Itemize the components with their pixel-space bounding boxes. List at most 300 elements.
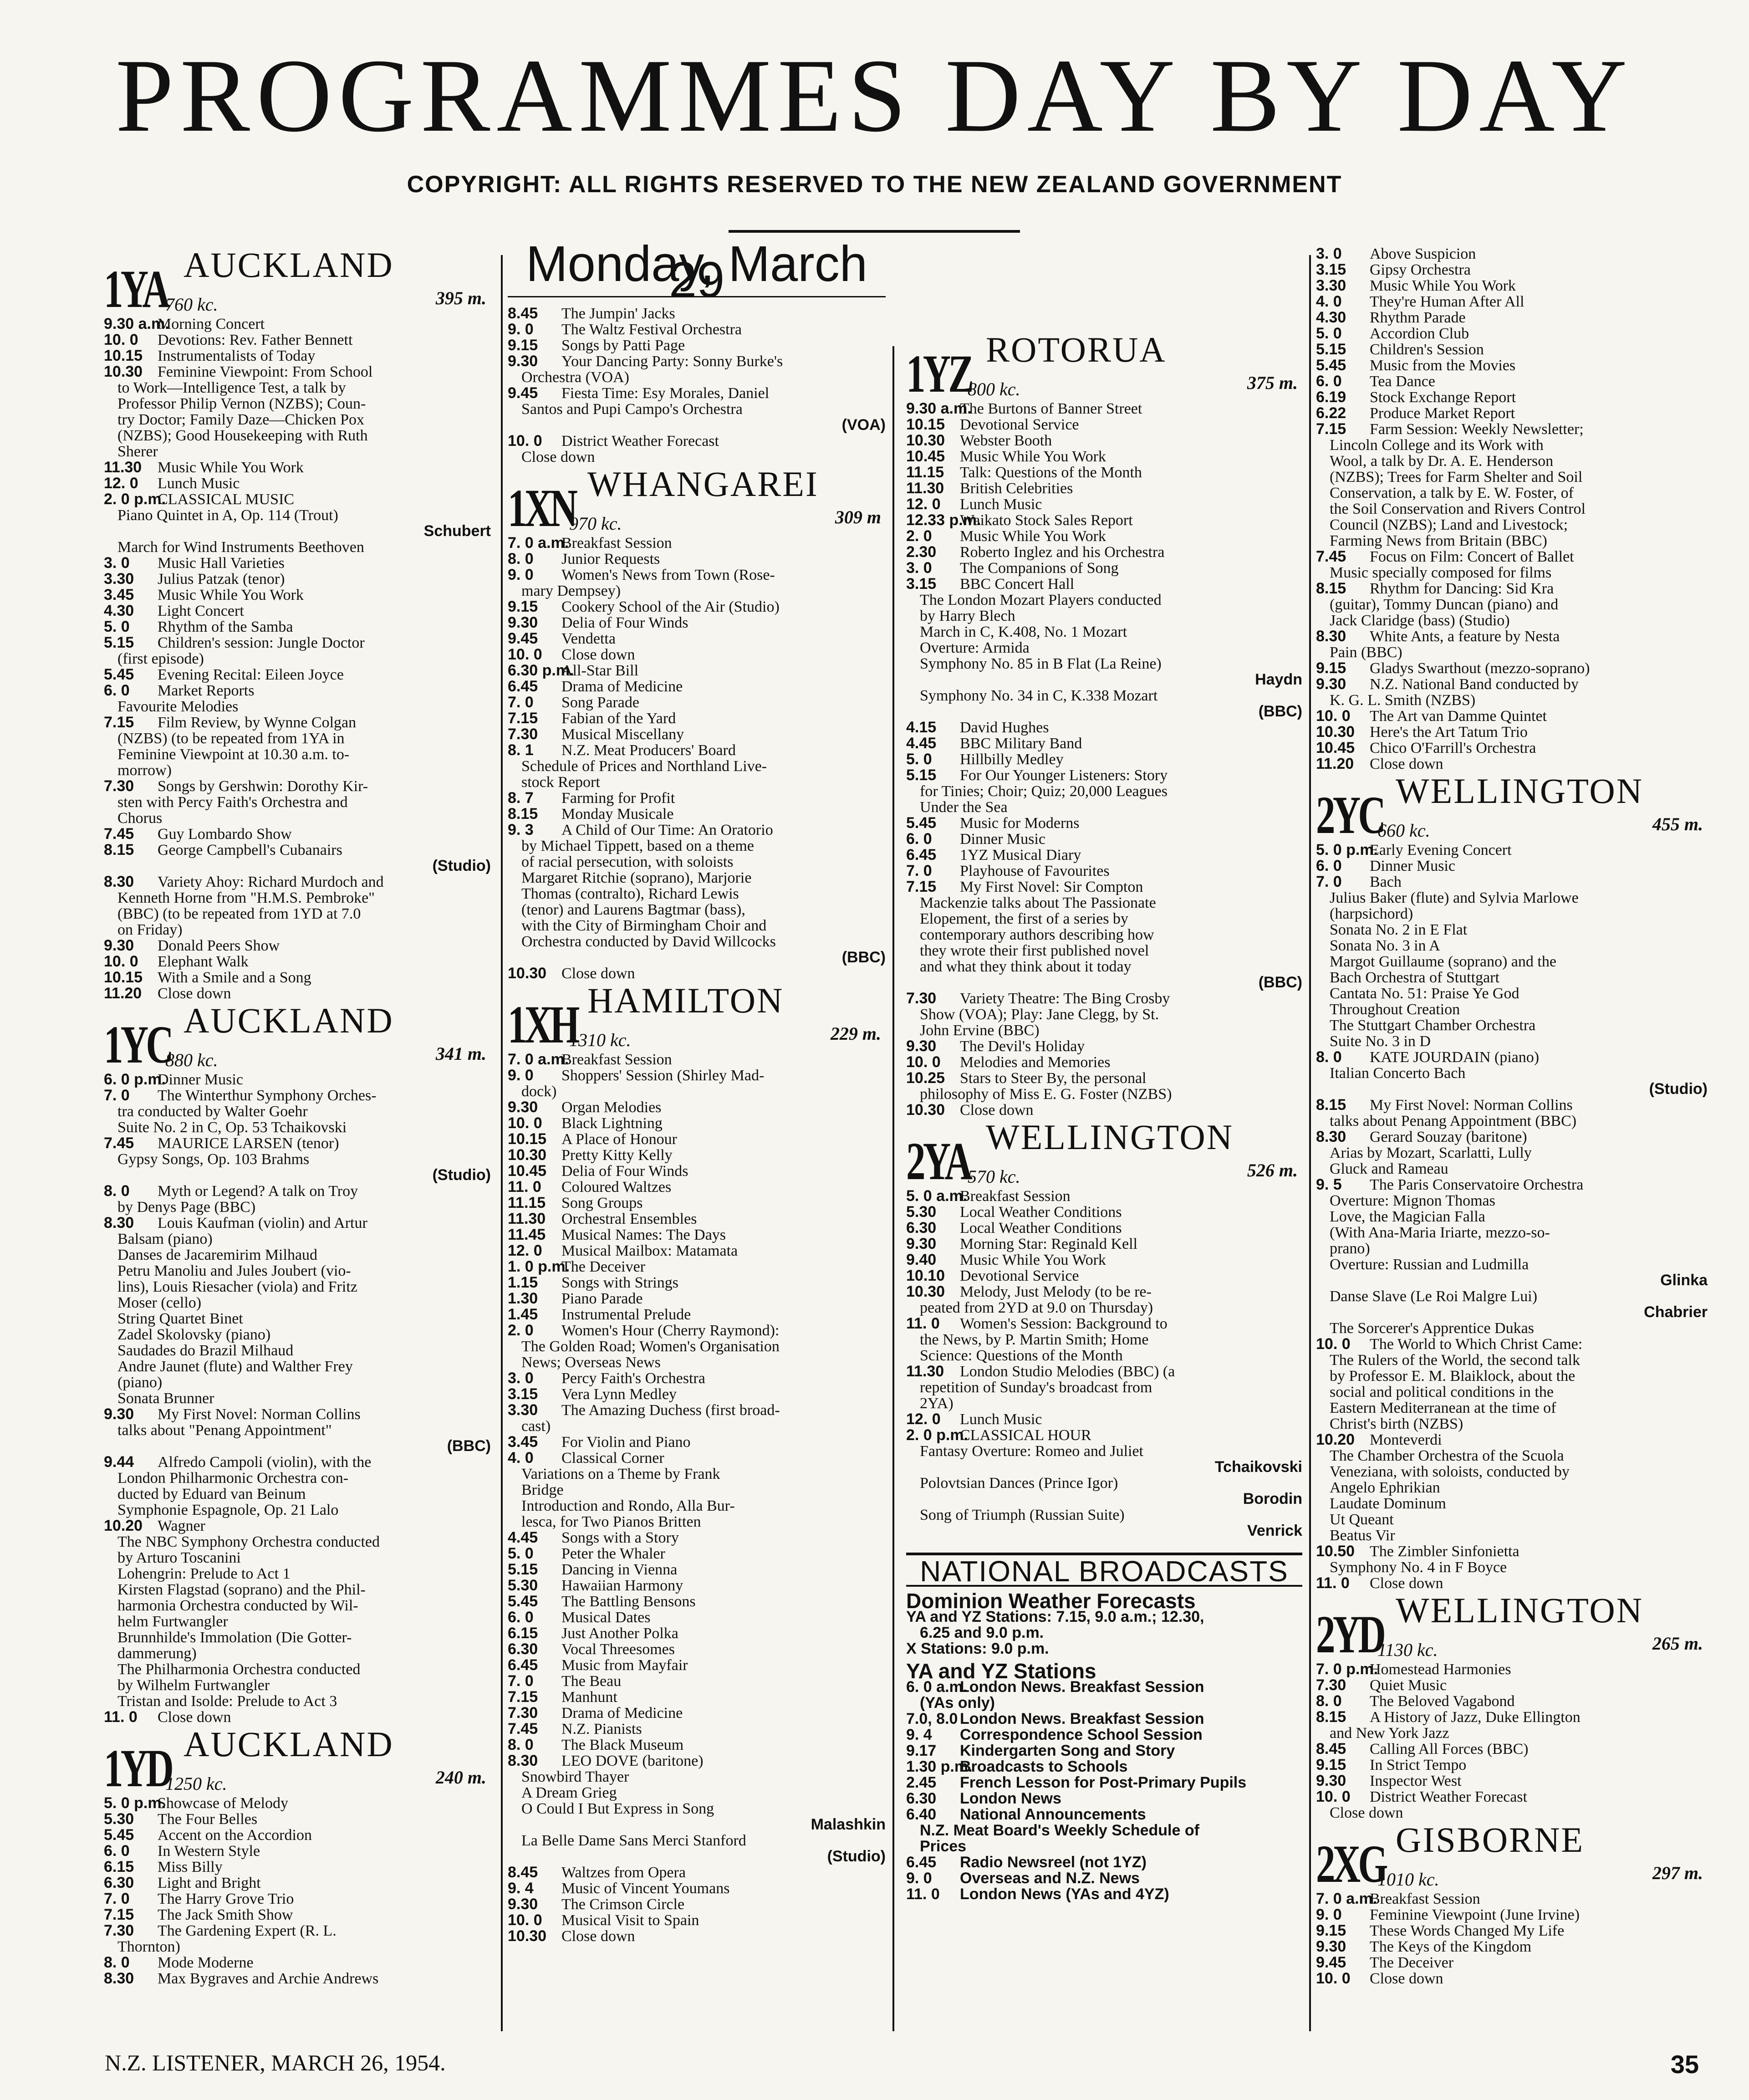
programme-title: Music from the Movies <box>1370 358 1516 373</box>
programme-title: Morning Star: Reginald Kell <box>960 1236 1138 1252</box>
programme-title: The Four Belles <box>158 1811 258 1827</box>
programme-time: 6.45 <box>508 679 538 695</box>
programme-title: Song Groups <box>561 1195 643 1211</box>
programme-detail: Sonata No. 3 in A <box>1330 938 1440 954</box>
station-wavelength: 229 m. <box>830 1023 881 1044</box>
programme-entry <box>1316 676 1708 692</box>
station-callsign: 2YA <box>906 1131 970 1191</box>
programme-time: 1.30 p.m. <box>906 1759 973 1775</box>
programme-title: Fabian of the Yard <box>561 710 676 726</box>
programme-title: Music While You Work <box>1370 278 1516 294</box>
programme-detail: Thornton) <box>117 1939 180 1955</box>
programme-time: 10. 0 <box>1316 1336 1351 1352</box>
programme-detail: Bach Orchestra of Stuttgart <box>1330 970 1499 986</box>
programme-entry <box>906 1743 1302 1759</box>
programme-list <box>906 401 1302 1118</box>
programme-time: 11.30 <box>906 1364 944 1380</box>
programme-time: 11. 0 <box>508 1179 541 1195</box>
programme-entry <box>1316 278 1708 294</box>
programme-time: 7. 0 <box>906 863 932 879</box>
programme-time: 6. 0 <box>1316 373 1342 389</box>
programme-time: 10.30 <box>508 966 547 981</box>
station-wavelength: 309 m <box>835 507 881 527</box>
programme-title: Women's News from Town (Rose- <box>561 567 775 583</box>
programme-detail: social and political conditions in the <box>1330 1384 1554 1400</box>
programme-entry <box>906 576 1302 592</box>
programme-entry <box>104 1843 491 1859</box>
programme-time: 9.45 <box>508 385 538 401</box>
programme-time: 4. 0 <box>508 1450 534 1466</box>
programme-title: Women's Session: Background to <box>960 1316 1168 1332</box>
programme-detail: Orchestra conducted by David Willcocks <box>521 934 776 950</box>
programme-title: Bach <box>1370 874 1402 890</box>
programme-entry <box>906 1236 1302 1252</box>
programme-detail: by Denys Page (BBC) <box>117 1199 256 1215</box>
programme-detail: to Work—Intelligence Test, a talk by <box>117 380 346 396</box>
programme-time: 5.30 <box>906 1204 937 1220</box>
programme-detail: Beatus Vir <box>1330 1528 1395 1543</box>
station-wavelength: 526 m. <box>1247 1160 1298 1180</box>
programme-detail: Close down <box>521 449 595 465</box>
programme-entry <box>508 322 886 337</box>
programme-time: 9.30 <box>1316 676 1346 692</box>
programme-detail: talks about "Penang Appointment" <box>117 1422 332 1438</box>
programme-detail: 2YA) <box>920 1395 954 1411</box>
programme-time: 7.45 <box>1316 549 1346 565</box>
page-title: PROGRAMMES DAY BY DAY <box>115 37 1634 153</box>
programme-entry <box>1316 1757 1708 1773</box>
programme-entry <box>1316 1923 1708 1939</box>
programme-entry <box>104 667 491 683</box>
programme-title: Correspondence School Session <box>960 1727 1203 1743</box>
programme-title: Music for Moderns <box>960 815 1080 831</box>
programme-detail: La Belle Dame Sans Merci Stanford <box>521 1833 746 1849</box>
programme-time: 9.30 <box>906 1236 937 1252</box>
programme-detail: (first episode) <box>117 651 204 667</box>
programme-entry <box>906 1855 1302 1870</box>
programme-time: 9. 0 <box>906 1870 932 1886</box>
programme-title: Percy Faith's Orchestra <box>561 1370 705 1386</box>
programme-title: Classical Corner <box>561 1450 664 1466</box>
programme-time: 7.30 <box>104 1923 134 1939</box>
programme-detail: dock) <box>521 1083 557 1099</box>
programme-title: Music While You Work <box>158 587 304 603</box>
programme-time: 7. 0 a.m. <box>508 535 569 551</box>
programme-detail: Sherer <box>117 444 158 460</box>
programme-time: 12.33 p.m. <box>906 512 981 528</box>
programme-time: 8.30 <box>1316 1129 1346 1145</box>
programme-detail: on Friday) <box>117 922 183 938</box>
programme-time: 5.45 <box>906 815 937 831</box>
programme-title: London News. Breakfast Session <box>960 1679 1204 1695</box>
programme-title: They're Human After All <box>1370 294 1525 310</box>
programme-title: Close down <box>1370 1971 1443 1987</box>
programme-title: Close down <box>1370 1575 1443 1591</box>
programme-detail: Favourite Melodies <box>117 699 239 715</box>
programme-detail: by Harry Blech <box>920 608 1015 624</box>
programme-entry <box>1316 660 1708 676</box>
programme-entry <box>906 863 1302 879</box>
programme-time: 8.15 <box>1316 1097 1346 1113</box>
programme-entry <box>508 647 886 663</box>
programme-credit: Schubert <box>423 523 491 539</box>
programme-detail: mary Dempsey) <box>521 583 621 599</box>
programme-detail: Symphony No. 4 in F Boyce <box>1330 1559 1507 1575</box>
programme-title: Wagner <box>158 1518 205 1534</box>
programme-entry <box>508 551 886 567</box>
programme-title: Julius Patzak (tenor) <box>158 571 285 587</box>
programme-title: N.Z. National Band conducted by <box>1370 676 1579 692</box>
programme-entry <box>508 1402 886 1418</box>
programme-time: 2.30 <box>906 544 937 560</box>
day-title: Monday, March 29 <box>526 236 867 308</box>
station-name: AUCKLAND <box>184 1724 394 1764</box>
programme-title: Peter the Whaler <box>561 1546 665 1562</box>
programme-detail: (YAs only) <box>920 1695 995 1711</box>
programme-time: 10.30 <box>508 1147 547 1163</box>
programme-entry <box>1316 262 1708 278</box>
programme-title: Close down <box>561 647 635 663</box>
station-frequency: 970 kc. <box>569 513 622 534</box>
programme-detail: (guitar), Tommy Duncan (piano) and <box>1330 597 1559 613</box>
station-wavelength: 375 m. <box>1247 373 1298 393</box>
programme-entry <box>906 1316 1302 1332</box>
programme-entry <box>906 767 1302 783</box>
programme-time: 8.15 <box>1316 581 1346 597</box>
programme-detail: lins), Louis Riesacher (viola) and Fritz <box>117 1279 357 1295</box>
station-callsign: 1YA <box>104 259 168 319</box>
station-callsign: 1XH <box>508 995 577 1054</box>
programme-title: Songs by Patti Page <box>561 337 685 353</box>
programme-detail: Margaret Ritchie (soprano), Marjorie <box>521 870 752 886</box>
programme-time: 6.30 <box>104 1875 134 1891</box>
programme-entry <box>906 1102 1302 1118</box>
programme-time: 7.30 <box>1316 1677 1346 1693</box>
programme-title: The Black Museum <box>561 1737 684 1753</box>
programme-time: 11.30 <box>508 1211 546 1227</box>
programme-entry <box>508 679 886 695</box>
programme-title: Piano Parade <box>561 1291 643 1307</box>
programme-entry <box>906 1411 1302 1427</box>
programme-entry <box>508 1243 886 1259</box>
programme-detail: Piano Quintet in A, Op. 114 (Trout) <box>117 507 338 523</box>
programme-time: 5.15 <box>906 767 937 783</box>
programme-title: N.Z. Meat Producers' Board <box>561 742 736 758</box>
programme-time: 8. 0 <box>1316 1049 1342 1065</box>
programme-entry <box>508 1705 886 1721</box>
programme-time: 9.30 <box>508 1896 538 1912</box>
programme-time: 3.45 <box>508 1434 538 1450</box>
programme-title: Early Evening Concert <box>1370 842 1512 858</box>
programme-time: 8. 1 <box>508 742 534 758</box>
programme-detail: Fantasy Overture: Romeo and Juliet <box>920 1443 1144 1459</box>
programme-detail: the News, by P. Martin Smith; Home <box>920 1332 1149 1348</box>
programme-title: A Place of Honour <box>561 1131 678 1147</box>
programme-title: Market Reports <box>158 683 255 699</box>
programme-title: Calling All Forces (BBC) <box>1370 1741 1529 1757</box>
programme-title: Broadcasts to Schools <box>960 1759 1128 1775</box>
programme-time: 5. 0 <box>508 1546 534 1562</box>
programme-list <box>1316 1891 1708 1987</box>
station-wavelength: 395 m. <box>435 288 486 308</box>
programme-time: 11. 0 <box>906 1886 940 1902</box>
programme-entry <box>508 1259 886 1275</box>
programme-detail: Kenneth Horne from "H.M.S. Pembroke" <box>117 890 375 906</box>
programme-entry <box>1316 1709 1708 1725</box>
programme-detail: K. G. L. Smith (NZBS) <box>1330 692 1476 708</box>
programme-title: Rhythm for Dancing: Sid Kra <box>1370 581 1554 597</box>
programme-time: 6.30 p.m. <box>508 663 574 679</box>
station-header-1yz <box>906 330 1302 404</box>
programme-credit: (Studio) <box>432 1167 491 1183</box>
programme-entry <box>104 826 491 842</box>
programme-entry <box>906 544 1302 560</box>
programme-time: 10. 0 <box>508 433 542 449</box>
programme-time: 9.44 <box>104 1454 134 1470</box>
programme-title: The Deceiver <box>1370 1955 1454 1971</box>
programme-list <box>1316 1661 1708 1821</box>
programme-title: A Child of Our Time: An Oratorio <box>561 822 773 838</box>
programme-title: Close down <box>158 1709 231 1725</box>
programme-credit: (Studio) <box>1649 1081 1708 1097</box>
programme-credit: (Studio) <box>432 858 491 874</box>
programme-entry <box>1316 389 1708 405</box>
programme-list <box>1316 842 1708 1591</box>
programme-title: Music While You Work <box>960 449 1106 465</box>
programme-time: 1.30 <box>508 1291 538 1307</box>
programme-entry <box>104 1215 491 1231</box>
programme-detail: Veneziana, with soloists, conducted by <box>1330 1464 1570 1480</box>
programme-time: 7. 0 <box>104 1891 130 1907</box>
programme-detail: String Quartet Binet <box>117 1311 243 1327</box>
programme-time: 1. 0 p.m. <box>508 1259 570 1275</box>
programme-time: 6.40 <box>906 1807 937 1823</box>
programme-detail: (NZBS) (to be repeated from 1YA in <box>117 731 345 746</box>
programme-title: The Burtons of Banner Street <box>960 401 1142 417</box>
programme-entry <box>104 938 491 954</box>
programme-title: Webster Booth <box>960 433 1052 449</box>
programme-time: 8. 0 <box>1316 1693 1342 1709</box>
programme-time: 11.20 <box>1316 756 1354 772</box>
programme-time: 10.15 <box>104 348 143 364</box>
station-callsign: 2YC <box>1316 785 1383 845</box>
programme-title: Variety Theatre: The Bing Crosby <box>960 991 1170 1007</box>
programme-entry <box>1316 628 1708 644</box>
programme-title: BBC Concert Hall <box>960 576 1075 592</box>
programme-entry <box>508 1578 886 1594</box>
national-broadcasts-box <box>906 1553 1302 1902</box>
programme-entry <box>906 1070 1302 1086</box>
programme-time: 6. 0 a.m. <box>906 1679 968 1695</box>
programme-entry <box>508 1865 886 1880</box>
programme-title: George Campbell's Cubanairs <box>158 842 342 858</box>
station-frequency: 760 kc. <box>165 294 218 315</box>
programme-detail: News; Overseas News <box>521 1354 661 1370</box>
programme-list <box>508 306 886 465</box>
programme-detail: Moser (cello) <box>117 1295 202 1311</box>
programme-time: 10.15 <box>508 1131 547 1147</box>
programme-title: Fiesta Time: Esy Morales, Daniel <box>561 385 770 401</box>
programme-title: Lunch Music <box>960 1411 1042 1427</box>
programme-time: 7. 0 <box>1316 874 1342 890</box>
programme-time: 6. 0 <box>906 831 932 847</box>
programme-title: Dinner Music <box>1370 858 1455 874</box>
programme-title: Drama of Medicine <box>561 1705 683 1721</box>
programme-time: 7.45 <box>104 1135 134 1151</box>
programme-entry <box>1316 1955 1708 1971</box>
programme-entry <box>508 306 886 322</box>
programme-detail: tra conducted by Walter Goehr <box>117 1104 308 1119</box>
programme-detail: Symphonie Espagnole, Op. 21 Lalo <box>117 1502 339 1518</box>
programme-entry <box>104 970 491 986</box>
programme-time: 10.15 <box>104 970 143 986</box>
programme-time: 9.30 <box>104 938 134 954</box>
programme-time: 9.15 <box>1316 1923 1346 1939</box>
programme-time: 3.15 <box>508 1386 538 1402</box>
programme-entry <box>508 1179 886 1195</box>
programme-entry <box>104 603 491 619</box>
programme-title: Local Weather Conditions <box>960 1204 1122 1220</box>
programme-time: 8.30 <box>1316 628 1346 644</box>
programme-title: Instrumental Prelude <box>561 1307 691 1323</box>
programme-time: 12. 0 <box>906 1411 941 1427</box>
station-name: WHANGAREI <box>587 464 819 504</box>
programme-title: Music of Vincent Youmans <box>561 1880 730 1896</box>
programme-credit: (BBC) <box>1258 975 1302 991</box>
programme-entry <box>906 751 1302 767</box>
programme-time: 7.15 <box>104 1907 134 1923</box>
programme-entry <box>906 480 1302 496</box>
programme-time: 10.30 <box>906 1284 945 1300</box>
publication-footer: N.Z. LISTENER, MARCH 26, 1954. <box>105 2050 446 2075</box>
programme-detail: Saudades do Brazil Milhaud <box>117 1343 294 1359</box>
programme-title: Rhythm of the Samba <box>158 619 293 635</box>
copyright-notice: COPYRIGHT: ALL RIGHTS RESERVED TO THE NEW ZEALAND GOVERNMENT <box>407 171 1342 198</box>
programme-detail: Jack Claridge (bass) (Studio) <box>1330 613 1510 628</box>
programme-title: Roberto Inglez and his Orchestra <box>960 544 1165 560</box>
programme-time: 6.30 <box>906 1791 937 1807</box>
programme-entry <box>104 778 491 794</box>
programme-title: Farming for Profit <box>561 790 675 806</box>
programme-title: Breakfast Session <box>561 535 672 551</box>
programme-entry <box>104 1907 491 1923</box>
national-broadcasts-title: NATIONAL BROADCASTS <box>906 1564 1302 1587</box>
programme-list <box>508 1052 886 1944</box>
programme-title: Pretty Kitty Kelly <box>561 1147 673 1163</box>
programme-title: Manhunt <box>561 1689 617 1705</box>
programme-entry <box>906 496 1302 512</box>
programme-title: Your Dancing Party: Sonny Burke's <box>561 353 783 369</box>
programme-time: 5.15 <box>1316 342 1346 358</box>
programme-time: 9.30 a.m. <box>104 316 169 332</box>
programme-entry <box>508 1594 886 1609</box>
programme-entry <box>508 1227 886 1243</box>
programme-entry <box>104 475 491 491</box>
programme-time: 11.30 <box>104 460 142 475</box>
programme-detail: Margot Guillaume (soprano) and the <box>1330 954 1556 970</box>
programme-time: 12. 0 <box>104 475 138 491</box>
station-header-1xh <box>508 981 886 1054</box>
programme-title: Talk: Questions of the Month <box>960 465 1142 480</box>
programme-time: 8.15 <box>104 842 134 858</box>
programme-entry <box>104 587 491 603</box>
programme-entry <box>906 1727 1302 1743</box>
programme-entry <box>1316 310 1708 326</box>
programme-detail: Throughout Creation <box>1330 1001 1460 1017</box>
programme-time: 9.30 <box>508 615 538 631</box>
programme-entry <box>104 1454 491 1470</box>
programme-detail: Orchestra (VOA) <box>521 369 629 385</box>
programme-title: David Hughes <box>960 720 1049 736</box>
programme-detail: peated from 2YD at 9.0 on Thursday) <box>920 1300 1153 1316</box>
programme-detail: Under the Sea <box>920 799 1008 815</box>
station-callsign: 2YD <box>1316 1604 1383 1664</box>
programme-title: In Strict Tempo <box>1370 1757 1467 1773</box>
programme-time: 8.30 <box>104 1215 134 1231</box>
programme-entry <box>906 1870 1302 1886</box>
programme-time: 6. 0 <box>104 1843 130 1859</box>
programme-time: 11.45 <box>508 1227 546 1243</box>
programme-entry <box>1316 1789 1708 1805</box>
programme-time: 11.15 <box>508 1195 546 1211</box>
programme-entry <box>1316 1097 1708 1113</box>
programme-time: 1.15 <box>508 1275 538 1291</box>
programme-detail: The Sorcerer's Apprentice Dukas <box>1330 1320 1534 1336</box>
programme-detail: Danse Slave (Le Roi Malgre Lui) <box>1330 1288 1538 1304</box>
programme-detail: for Tinies; Choir; Quiz; 20,000 Leagues <box>920 783 1168 799</box>
programme-time: 9.40 <box>906 1252 937 1268</box>
programme-detail: they wrote their first published novel <box>920 943 1149 959</box>
programme-time: 8. 7 <box>508 790 534 806</box>
programme-entry <box>1316 858 1708 874</box>
programme-detail: morrow) <box>117 762 172 778</box>
programme-credit: (BBC) <box>447 1438 491 1454</box>
programme-detail: The Golden Road; Women's Organisation <box>521 1339 780 1354</box>
programme-time: 3. 0 <box>906 560 932 576</box>
programme-time: 7. 0 <box>508 695 534 710</box>
programme-title: Music from Mayfair <box>561 1657 688 1673</box>
programme-entry <box>1316 724 1708 740</box>
programme-title: Breakfast Session <box>561 1052 672 1068</box>
programme-credit: Chabrier <box>1644 1304 1708 1320</box>
programme-time: 3.30 <box>508 1402 538 1418</box>
programme-detail: repetition of Sunday's broadcast from <box>920 1380 1152 1395</box>
programme-title: Alfredo Campoli (violin), with the <box>158 1454 372 1470</box>
programme-entry <box>508 726 886 742</box>
programme-title: Above Suspicion <box>1370 246 1476 262</box>
programme-time: 6. 0 <box>508 1609 534 1625</box>
programme-title: Feminine Viewpoint (June Irvine) <box>1370 1907 1580 1923</box>
programme-time: 6.45 <box>906 847 937 863</box>
programme-detail: and New York Jazz <box>1330 1725 1449 1741</box>
programme-entry <box>906 847 1302 863</box>
programme-title: Vocal Threesomes <box>561 1641 675 1657</box>
programme-entry <box>104 1709 491 1725</box>
programme-time: 10. 0 <box>1316 1789 1351 1805</box>
programme-time: 9.30 <box>104 1406 134 1422</box>
programme-title: Organ Melodies <box>561 1099 662 1115</box>
programme-time: 5.15 <box>508 1562 538 1578</box>
column-4 <box>1316 246 1708 1987</box>
programme-entry <box>104 1088 491 1104</box>
programme-entry <box>508 1131 886 1147</box>
programme-entry <box>508 1641 886 1657</box>
programme-title: Songs with a Story <box>561 1530 679 1546</box>
programme-time: 9.30 <box>1316 1939 1346 1955</box>
programme-time: 6.30 <box>906 1220 937 1236</box>
programme-time: 5.30 <box>508 1578 538 1594</box>
programme-title: These Words Changed My Life <box>1370 1923 1565 1939</box>
